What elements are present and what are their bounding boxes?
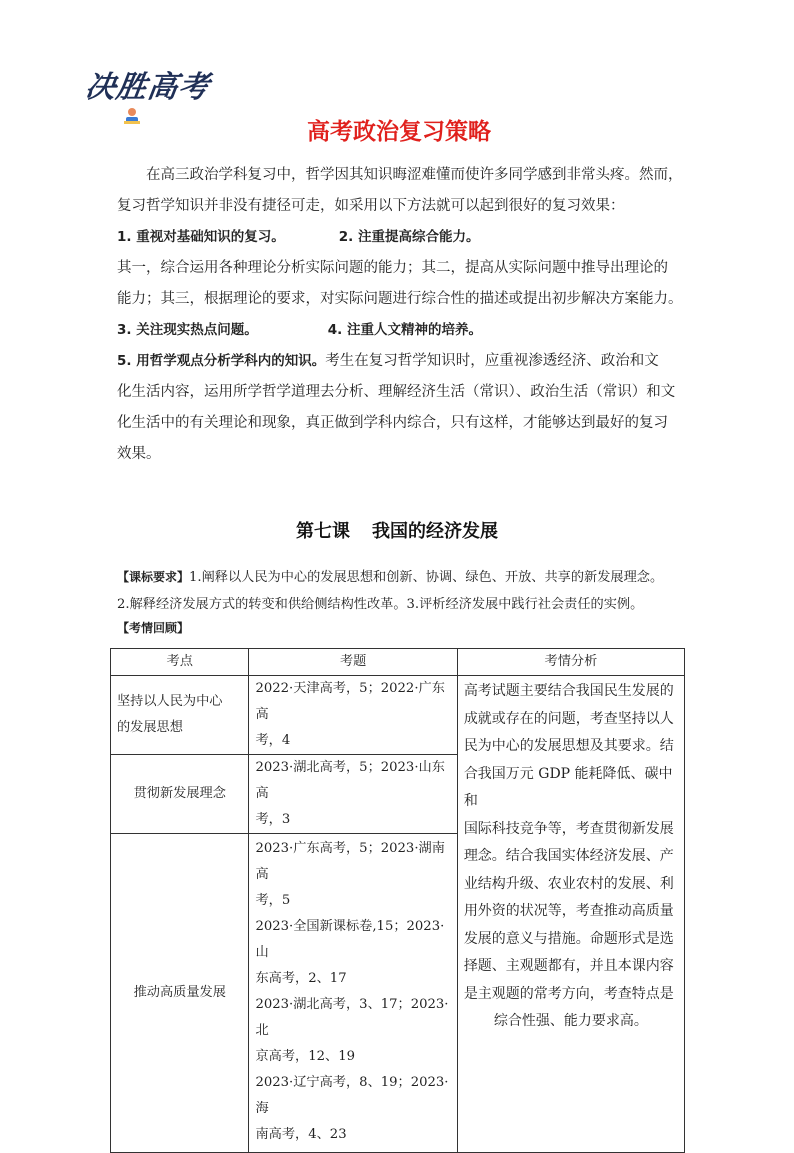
intro-line: 在高三政治学科复习中，哲学因其知识晦涩难懂而使许多同学感到非常头疼。然而，: [117, 167, 683, 183]
topic-line: 推动高质量发展: [133, 985, 226, 1000]
points-row-1: [117, 222, 687, 253]
curriculum-requirements: [117, 564, 697, 618]
point-1: 1. 重视对基础知识的复习。: [117, 229, 285, 245]
question-line: 2023·辽宁高考，8、19；2023·海: [255, 1075, 449, 1116]
column-header: 考题: [249, 649, 457, 676]
analysis-line: 民为中心的发展思想及其要求。结: [463, 738, 674, 754]
review-tag: 【考情回顾】: [117, 621, 190, 635]
analysis-line: 高考试题主要结合我国民生发展的: [463, 683, 674, 699]
detail-line: 化生活中的有关理论和现象，真正做到学科内综合，只有这样，才能够达到最好的复习: [117, 415, 668, 431]
requirements-line: 1.阐释以人民为中心的发展思想和创新、协调、绿色、开放、共享的新发展理念。: [189, 570, 664, 585]
point-3: 3. 关注现实热点问题。: [117, 322, 258, 338]
analysis-line: 成就或存在的问题，考查坚持以人: [463, 710, 674, 727]
detail-line: 能力；其三，根据理论的要求，对实际问题进行综合性的描述或提出初步解决方案能力。: [117, 291, 683, 307]
analysis-line: 用外资的状况等，考查推动高质量: [463, 903, 674, 919]
analysis-line: 择题、主观题都有，并且本课内容: [463, 958, 674, 974]
analysis-line: 发展的意义与措施。命题形式是选: [463, 930, 674, 947]
question-line: 京高考，12、19: [255, 1049, 355, 1064]
points-row-2: [117, 315, 687, 346]
point-5-heading: 5. 用哲学观点分析学科内的知识。: [117, 353, 326, 369]
table-row: [111, 676, 685, 755]
question-line: 2023·广东高考，5；2023·湖南高: [255, 841, 445, 882]
topic-line: 贯彻新发展理念: [133, 786, 226, 801]
detail-line: 效果。: [117, 446, 161, 462]
question-line: 2022·天津高考，5；2022·广东高: [255, 681, 445, 722]
analysis-cell: [457, 676, 684, 1153]
requirements-tag: 【课标要求】: [117, 570, 190, 584]
analysis-line: 业结构升级、农业农村的发展、利: [463, 875, 674, 892]
topic-line: 坚持以人民为中心: [117, 694, 223, 709]
topic-cell: [111, 755, 249, 834]
topic-cell: [111, 834, 249, 1153]
questions-cell: [249, 676, 457, 755]
exam-analysis-table: [110, 648, 685, 1153]
lesson-heading: [0, 517, 794, 543]
question-line: 2023·湖北高考，5；2023·山东高: [255, 760, 445, 801]
question-line: 2023·湖北高考，3、17；2023·北: [255, 997, 449, 1038]
questions-cell: [249, 755, 457, 834]
analysis-line: 合我国万元 GDP 能耗降低、碳中和: [463, 765, 673, 809]
page-title: 高考政治复习策略: [307, 119, 491, 145]
point-2: 2. 注重提高综合能力。: [338, 229, 480, 245]
detail-line: 其一，综合运用各种理论分析实际问题的能力；其二，提高从实际问题中推导出理论的: [117, 260, 668, 276]
questions-cell: [249, 834, 457, 1153]
question-line: 考，4: [255, 733, 291, 748]
analysis-line: 理念。结合我国实体经济发展、产: [463, 848, 674, 864]
topic-cell: [111, 676, 249, 755]
question-line: 考，3: [255, 812, 291, 827]
point-5: [117, 346, 687, 470]
point-4: 4. 注重人文精神的培养。: [327, 322, 482, 338]
analysis-line: 综合性强、能力要求高。: [493, 1013, 648, 1029]
question-line: 2023·全国新课标卷,15；2023·山: [255, 919, 445, 960]
question-line: 南高考，4、23: [255, 1127, 347, 1142]
detail-line: 化生活内容，运用所学哲学道理去分析、理解经济生活（常识）、政治生活（常识）和文: [117, 384, 676, 400]
table-header-row: [111, 649, 685, 676]
question-line: 东高考，2、17: [255, 971, 347, 986]
logo-text: 决胜高考: [83, 70, 212, 105]
analysis-line: 国际科技竞争等，考查贯彻新发展: [463, 820, 674, 837]
column-header: 考点: [111, 649, 249, 676]
question-line: 考，5: [255, 893, 291, 908]
detail-line: 考生在复习哲学知识时，应重视渗透经济、政治和文: [325, 353, 659, 369]
analysis-line: 是主观题的常考方向，考查特点是: [463, 985, 674, 1002]
requirements-line: 2.解释经济发展方式的转变和供给侧结构性改革。3.评析经济发展中践行社会责任的实例。: [117, 597, 644, 612]
lesson-name: 我国的经济发展: [372, 521, 498, 542]
topic-line: 的发展思想: [117, 720, 183, 735]
intro-line: 复习哲学知识并非没有捷径可走，如采用以下方法就可以起到很好的复习效果：: [117, 198, 625, 214]
point-2-detail: [117, 253, 687, 315]
column-header: 考情分析: [457, 649, 684, 676]
intro-paragraph: [117, 160, 687, 222]
lesson-number: 第七课: [296, 521, 350, 542]
